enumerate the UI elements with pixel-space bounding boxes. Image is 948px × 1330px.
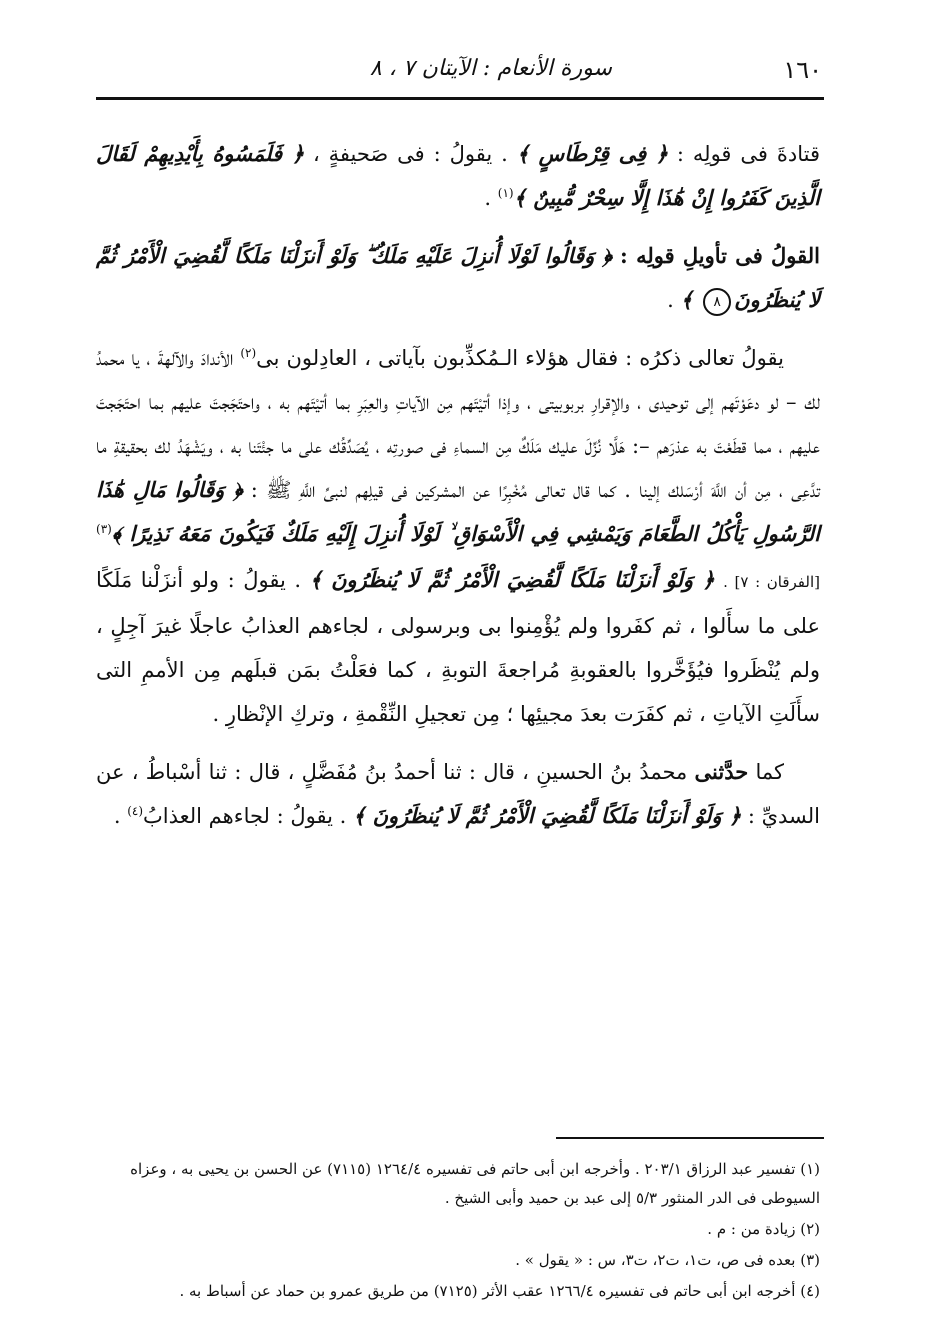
footnote-4: (٤) أخرجه ابن أبى حاتم فى تفسيره ١٢٦٦/٤ عقب الأثر (٧١٢٥) من طريق عمرو بن حماد عن أسباط به . (179, 1282, 820, 1300)
quran-quote: ﴿ وَلَوْ أَنزَلْنَا مَلَكًا لَّقُضِيَ الْأَمْرُ ثُمَّ لَا يُنظَرُونَ ﴾ (353, 803, 742, 828)
text-run: الأندادَ والآلهةَ ، يا محمدُ لك – لو دعَوْتَهم إلى توحيدى ، والإقرارِ بربوبيتى ، وإذا أتيْتَهم مِن الآياتِ والعِبَرِ بما أتيْتَهم به ، واحتَجَجتَ عليهم بما احتَجَجتَ عليهم ، مما قطَعْتَ به عذرَهم –: هَلَّا نُزِّلَ عليك مَلَكٌ مِن السماءِ فى صورتِه ، يُصَدِّقُك على ما جئْتَنا به ، ويَشْهَدُ لك بحقيقةِ ما تدَّعِى ، مِن أن اللَّهَ أرْسَلك إلينا . كما قال تعالى مُخْبِرًا عن المشركين فى قيلِهم لنبىِّ اللَّهِ ﷺ : (96, 346, 820, 502)
footnote-rule (556, 1137, 824, 1139)
text-run: . يقولُ : ولو أنزَلْنا مَلَكًا على ما سأَلوا ، ثم كفَروا ولم يُؤْمِنوا بى وبرسولى ، لجاءهم العذابُ عاجلًا غيرَ آجِلٍ ، ولم يُنْظَروا فيُؤَخَّروا بالعقوبةِ مُراجعةَ التوبةِ ، كما فعَلْتُ بمَن قبلَهم مِن الأممِ التى سأَلَتِ الآياتِ ، ثم كفَرَت بعدَ مجيئِها ؛ مِن تعجيلِ النِّقْمةِ ، وتركِ الإنْظارِ . (96, 568, 820, 726)
bold-phrase: القولُ فى تأويلِ قولِه : (611, 243, 820, 268)
quran-quote: ﴿ وَقَالُوا مَالِ هَٰذَا الرَّسُولِ يَأْكُلُ الطَّعَامَ وَيَمْشِي فِي الْأَسْوَاقِ ۙ لَوْلَا أُنزِلَ إِلَيْهِ مَلَكٌ فَيَكُونَ مَعَهُ نَذِيرًا ﴾ (96, 477, 820, 546)
footnote-marker: (١) (497, 186, 514, 200)
text-run: . يقولُ : فى صَحيفةٍ ، (304, 142, 517, 166)
footnote-marker: (٣) (96, 522, 112, 536)
bold-phrase: حدَّثنى (694, 759, 749, 784)
text-run: كما (748, 760, 784, 784)
footnote-marker: (٢) (240, 346, 257, 360)
paragraph-1 (96, 132, 820, 220)
footnote-3: (٣) بعده فى ص، ت١، ت٢، ت٣، س : « يقول » . (515, 1251, 820, 1269)
text-run: قتادةَ فى قولِه : (667, 142, 820, 166)
quran-quote: ﴿ فَلَمَسُوهُ بِأَيْدِيهِمْ لَقَالَ الَّذِينَ كَفَرُوا إِنْ هَٰذَا إِلَّا سِحْرٌ مُّبِينٌ ﴾ (96, 141, 820, 210)
quran-quote: ﴿ فِى قِرْطَاسٍ ﴾ (516, 141, 668, 166)
page-header (96, 52, 822, 92)
text-run: محمدُ بنُ الحسينِ ، قال : ثنا أحمدُ بنُ مُفَضَّلٍ ، قال : ثنا أسْباطُ ، عن السديِّ : (96, 760, 820, 828)
footnote-2: (٢) زيادة من : م . (707, 1220, 820, 1238)
body-text (96, 132, 820, 852)
text-run: . يقولُ : لجاءهم العذابُ (143, 804, 353, 828)
footnote-marker: (٤) (127, 804, 144, 818)
text-run: يقولُ تعالى ذكرُه : فقال هؤلاء الـمُكذِّبون بآياتى ، العادِلون بى (256, 346, 784, 370)
text-run: . (667, 288, 681, 312)
page-number: ١٦٠ (783, 56, 822, 84)
running-title: سورة الأنعام : الآيتان ٧ ، ٨ (369, 56, 612, 81)
verse-number-badge: ٨ (703, 288, 731, 316)
text-run (715, 568, 724, 592)
paragraph-2-heading (96, 234, 820, 322)
footnotes (92, 1155, 820, 1308)
quran-quote: ﴾ (680, 287, 701, 312)
footnote-1: (١) تفسير عبد الرزاق ٢٠٣/١ . وأخرجه ابن أبى حاتم فى تفسيره ١٢٦٤/٤ (٧١١٥) عن الحسن بن يحيى به ، وعزاه السيوطى فى الدر المنثور ٥/٣ إلى عبد بن حميد وأبى الشيخ . (130, 1160, 820, 1207)
header-rule (96, 97, 824, 100)
paragraph-4-hadith (96, 750, 820, 838)
paragraph-3-commentary (96, 336, 820, 736)
quran-quote: ﴿ وَقَالُوا لَوْلَا أُنزِلَ عَلَيْهِ مَلَكٌ ۖ وَلَوْ أَنزَلْنَا مَلَكًا لَّقُضِيَ الْأَمْرُ ثُمَّ لَا يُنظَرُونَ (96, 243, 820, 312)
text-run: . (113, 804, 128, 828)
text-run: . (484, 186, 498, 210)
surah-reference: [الفرقان : ٧] . (723, 573, 820, 591)
quran-quote: ﴿ وَلَوْ أَنزَلْنَا مَلَكًا لَّقُضِيَ الْأَمْرُ ثُمَّ لَا يُنظَرُونَ ﴾ (309, 567, 715, 592)
